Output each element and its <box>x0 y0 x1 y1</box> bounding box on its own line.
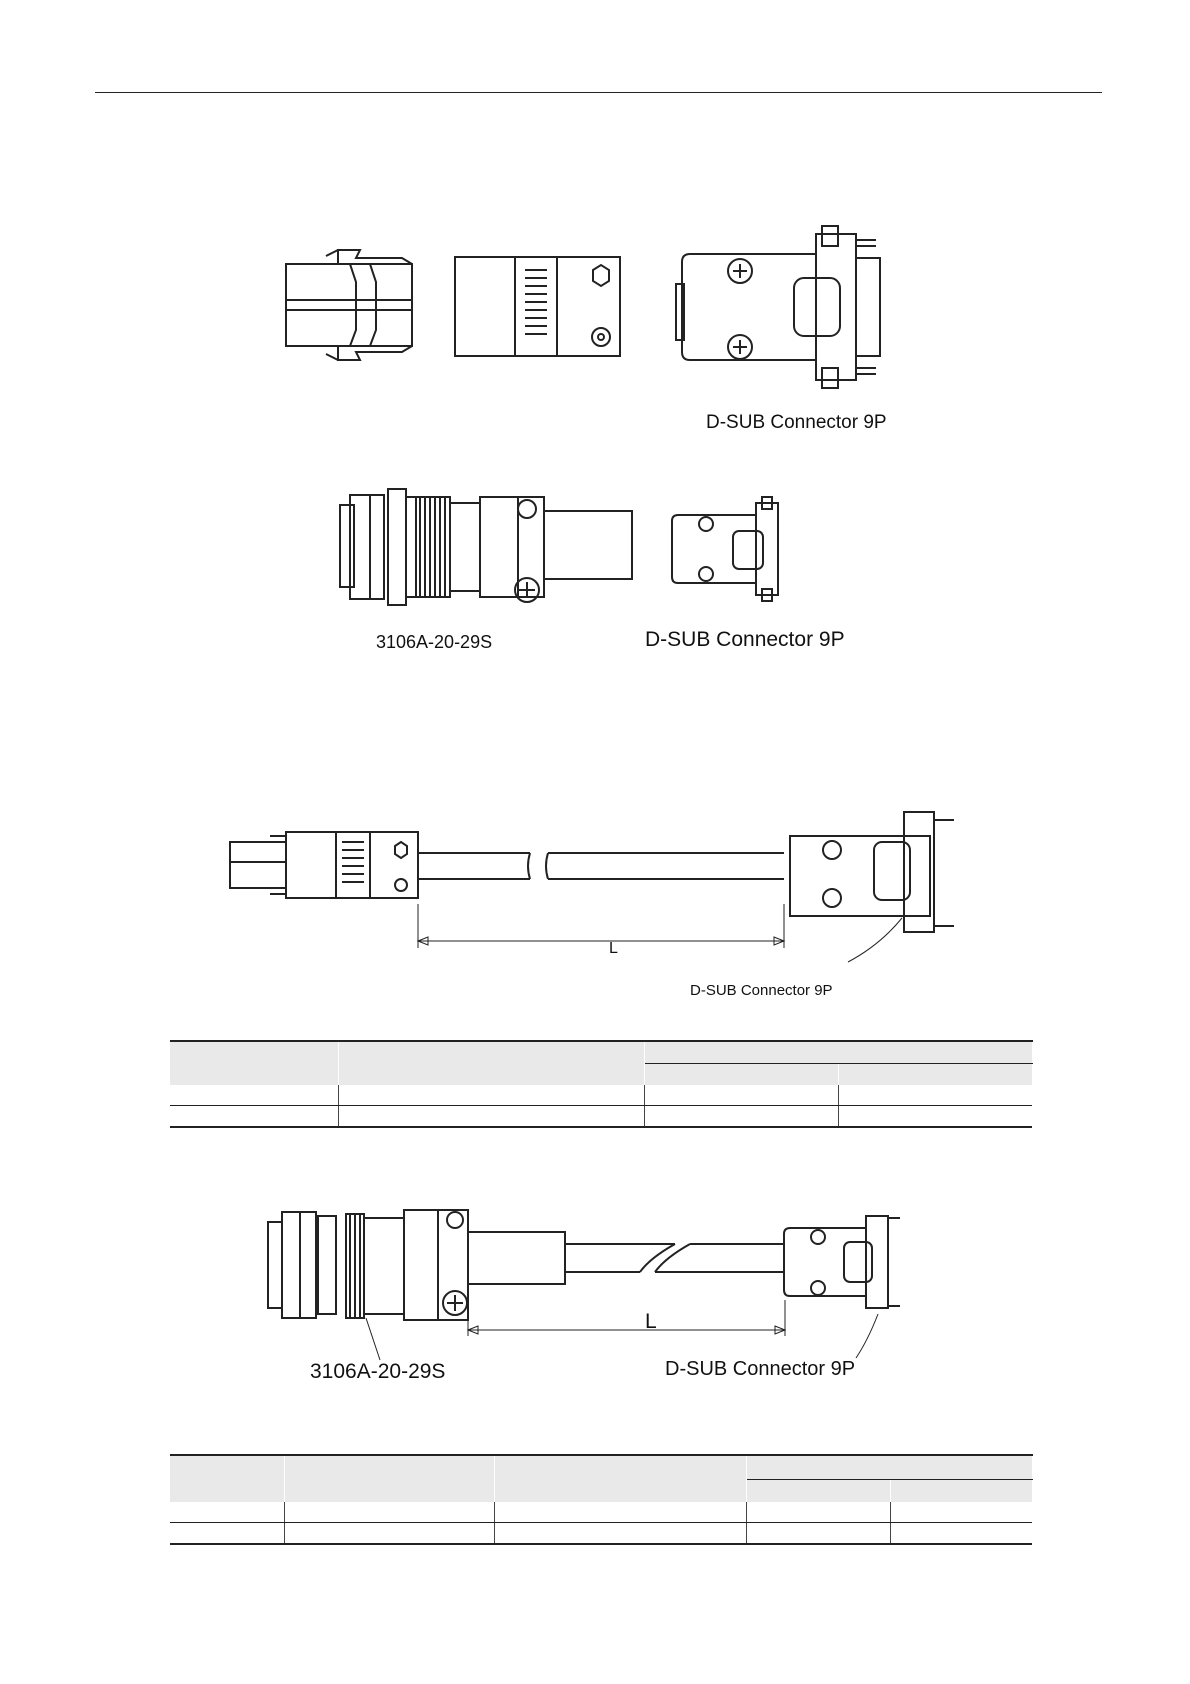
table-cell <box>338 1085 644 1106</box>
dsub-connector-small-icon <box>672 497 778 601</box>
table-cell <box>170 1085 338 1106</box>
connector-housing-icon <box>455 257 620 356</box>
table2-header-1 <box>170 1455 284 1502</box>
table1-header-3 <box>644 1041 1032 1064</box>
dsub-label-fig1: D-SUB Connector 9P <box>706 412 887 433</box>
table-cell <box>644 1085 838 1106</box>
table2-subheader-1 <box>746 1479 890 1502</box>
table-row <box>170 1502 1032 1523</box>
table-row <box>170 1085 1032 1106</box>
table1-subheader-2 <box>838 1064 1032 1085</box>
table-cell <box>494 1502 746 1523</box>
table-cell <box>838 1085 1032 1106</box>
table-cell <box>170 1502 284 1523</box>
cable-spec-table-2 <box>170 1454 1033 1545</box>
circular-connector-icon <box>340 489 632 605</box>
dsub-label-fig2: D-SUB Connector 9P <box>645 628 845 651</box>
table-cell <box>644 1106 838 1128</box>
table-row <box>170 1523 1032 1545</box>
amp-connector-label-cable2: 3106A-20-29S <box>310 1360 446 1383</box>
table2-header-2 <box>284 1455 494 1502</box>
table-cell <box>746 1502 890 1523</box>
dsub-label-cable1: D-SUB Connector 9P <box>690 982 833 999</box>
cable-assembly-2-drawing <box>268 1210 900 1360</box>
cable-assembly-1-drawing <box>230 812 954 962</box>
table2-subheader-2 <box>890 1479 1032 1502</box>
table1-subheader-1 <box>644 1064 838 1085</box>
table2-header-4 <box>746 1455 1032 1479</box>
dsub-connector-large-icon <box>676 226 880 388</box>
table1-header-1 <box>170 1041 338 1085</box>
table-cell <box>170 1523 284 1545</box>
dsub-label-cable2: D-SUB Connector 9P <box>665 1358 856 1380</box>
table-cell <box>494 1523 746 1545</box>
table-cell <box>890 1523 1032 1545</box>
table-row <box>170 1106 1032 1128</box>
length-label-cable2: L <box>645 1310 657 1333</box>
table-cell <box>170 1106 338 1128</box>
length-label-cable1: L <box>609 940 618 957</box>
table-cell <box>838 1106 1032 1128</box>
amp-connector-label-fig2: 3106A-20-29S <box>376 632 493 652</box>
table-cell <box>284 1502 494 1523</box>
table-cell <box>338 1106 644 1128</box>
table-cell <box>284 1523 494 1545</box>
table-cell <box>746 1523 890 1545</box>
plug-connector-icon <box>286 250 412 360</box>
table1-header-2 <box>338 1041 644 1085</box>
table-cell <box>890 1502 1032 1523</box>
table2-header-3 <box>494 1455 746 1502</box>
cable-spec-table-1 <box>170 1040 1033 1128</box>
